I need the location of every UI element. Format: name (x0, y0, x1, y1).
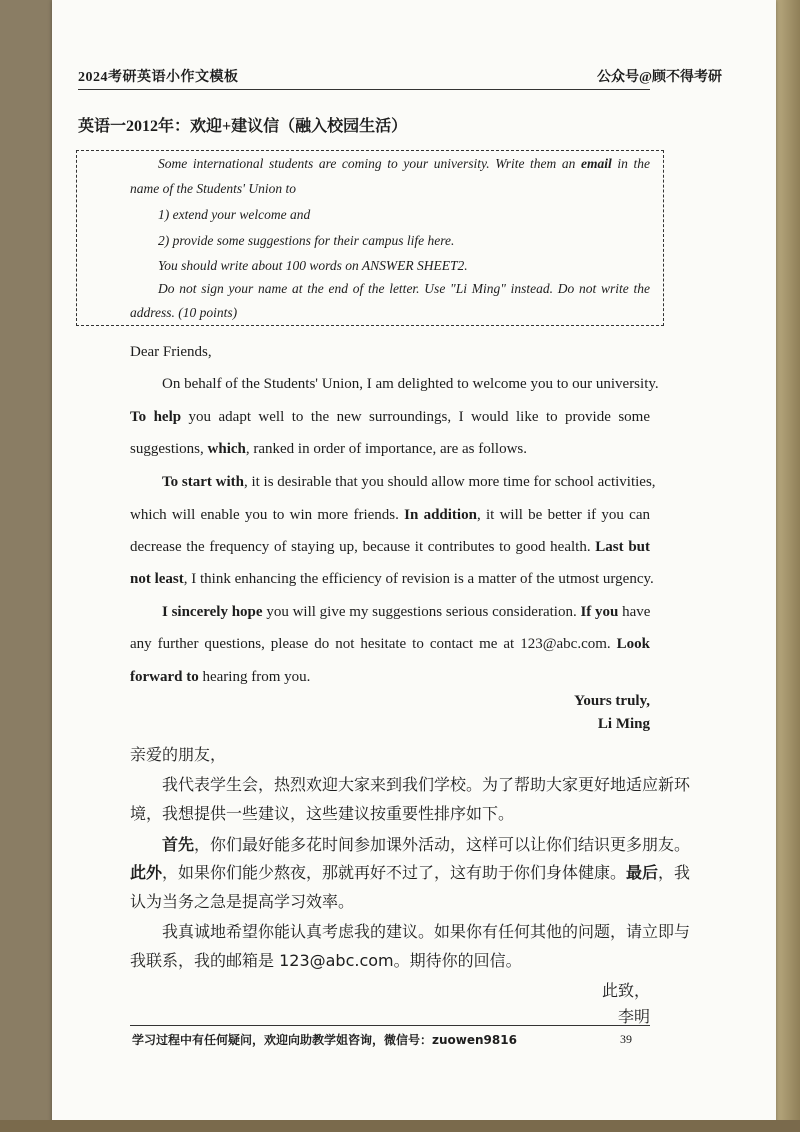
letter-p1-line-2: To help you adapt well to the new surroundings, I would like to provide some (130, 409, 650, 425)
letter-p2-line-2: which will enable you to win more friends. In addition, it will be better if you can (130, 507, 650, 523)
header-title: 2024考研英语小作文模板 (78, 70, 239, 85)
letter-p2-line-3: decrease the frequency of staying up, because it contributes to good health. Last but (130, 539, 651, 555)
letter-salutation: Dear Friends, (130, 344, 212, 360)
footer-contact: 学习过程中有任何疑问，欢迎向助教学姐咨询，微信号：zuowen9816 (132, 1033, 517, 1047)
footer-divider (130, 1025, 650, 1026)
letter-p2-line-4: not least, I think enhancing the efficiency of revision is a matter of the utmost urgency. (130, 571, 654, 587)
letter-closing: Yours truly, (574, 693, 650, 709)
header-divider (78, 89, 650, 90)
table-surface (0, 1120, 800, 1132)
prompt-line-4: 2) provide some suggestions for their campus life here. (158, 233, 455, 248)
translation-signature: 李明 (617, 1007, 650, 1026)
translation-p1-line-1: 我代表学生会，热烈欢迎大家来到我们学校。为了帮助大家更好地适应新环 (162, 775, 691, 794)
translation-p1-line-2: 境，我想提供一些建议，这些建议按重要性排序如下。 (130, 804, 515, 823)
prompt-line-2: name of the Students' Union to (130, 181, 296, 196)
prompt-line-3: 1) extend your welcome and (158, 207, 311, 222)
letter-p3-line-1: I sincerely hope you will give my suggestions serious consideration. If you have (162, 604, 651, 620)
letter-signature: Li Ming (597, 716, 650, 732)
letter-p3-line-3: forward to hearing from you. (130, 669, 311, 685)
page-number: 39 (620, 1032, 632, 1046)
translation-p2-line-1: 首先，你们最好能多花时间参加课外活动，这样可以让你们结识更多朋友。 (162, 835, 691, 854)
prompt-line-5: You should write about 100 words on ANSWER SHEET2. (158, 258, 468, 273)
page-edge-background (776, 0, 800, 1132)
translation-p3-line-2: 我联系，我的邮箱是 123@abc.com。期待你的回信。 (130, 951, 522, 970)
prompt-line-7: address. (10 points) (130, 305, 238, 320)
translation-p3-line-1: 我真诚地希望你能认真考虑我的建议。如果你有任何其他的问题，请立即与 (162, 922, 691, 941)
section-title: 英语一2012年：欢迎+建议信（融入校园生活） (78, 118, 408, 135)
translation-salutation: 亲爱的朋友， (130, 745, 227, 764)
header-account: 公众号@顾不得考研 (596, 70, 722, 85)
letter-p1-line-1: On behalf of the Students' Union, I am delighted to welcome you to our university. (162, 376, 659, 392)
prompt-line-6: Do not sign your name at the end of the letter. Use "Li Ming" instead. Do not write the (158, 281, 650, 296)
prompt-line-1: Some international students are coming to your university. Write them an email in the (158, 156, 650, 171)
letter-p2-line-1: To start with, it is desirable that you should allow more time for school activities, (162, 474, 656, 490)
translation-p2-line-2: 此外，如果你们能少熬夜，那就再好不过了，这有助于你们身体健康。最后，我 (130, 863, 691, 882)
letter-p3-line-2: any further questions, please do not hesitate to contact me at 123@abc.com. Look (130, 636, 650, 652)
translation-closing: 此致， (601, 981, 650, 1000)
translation-p2-line-3: 认为当务之急是提高学习效率。 (130, 892, 355, 911)
letter-p1-line-3: suggestions, which, ranked in order of importance, are as follows. (130, 441, 528, 457)
